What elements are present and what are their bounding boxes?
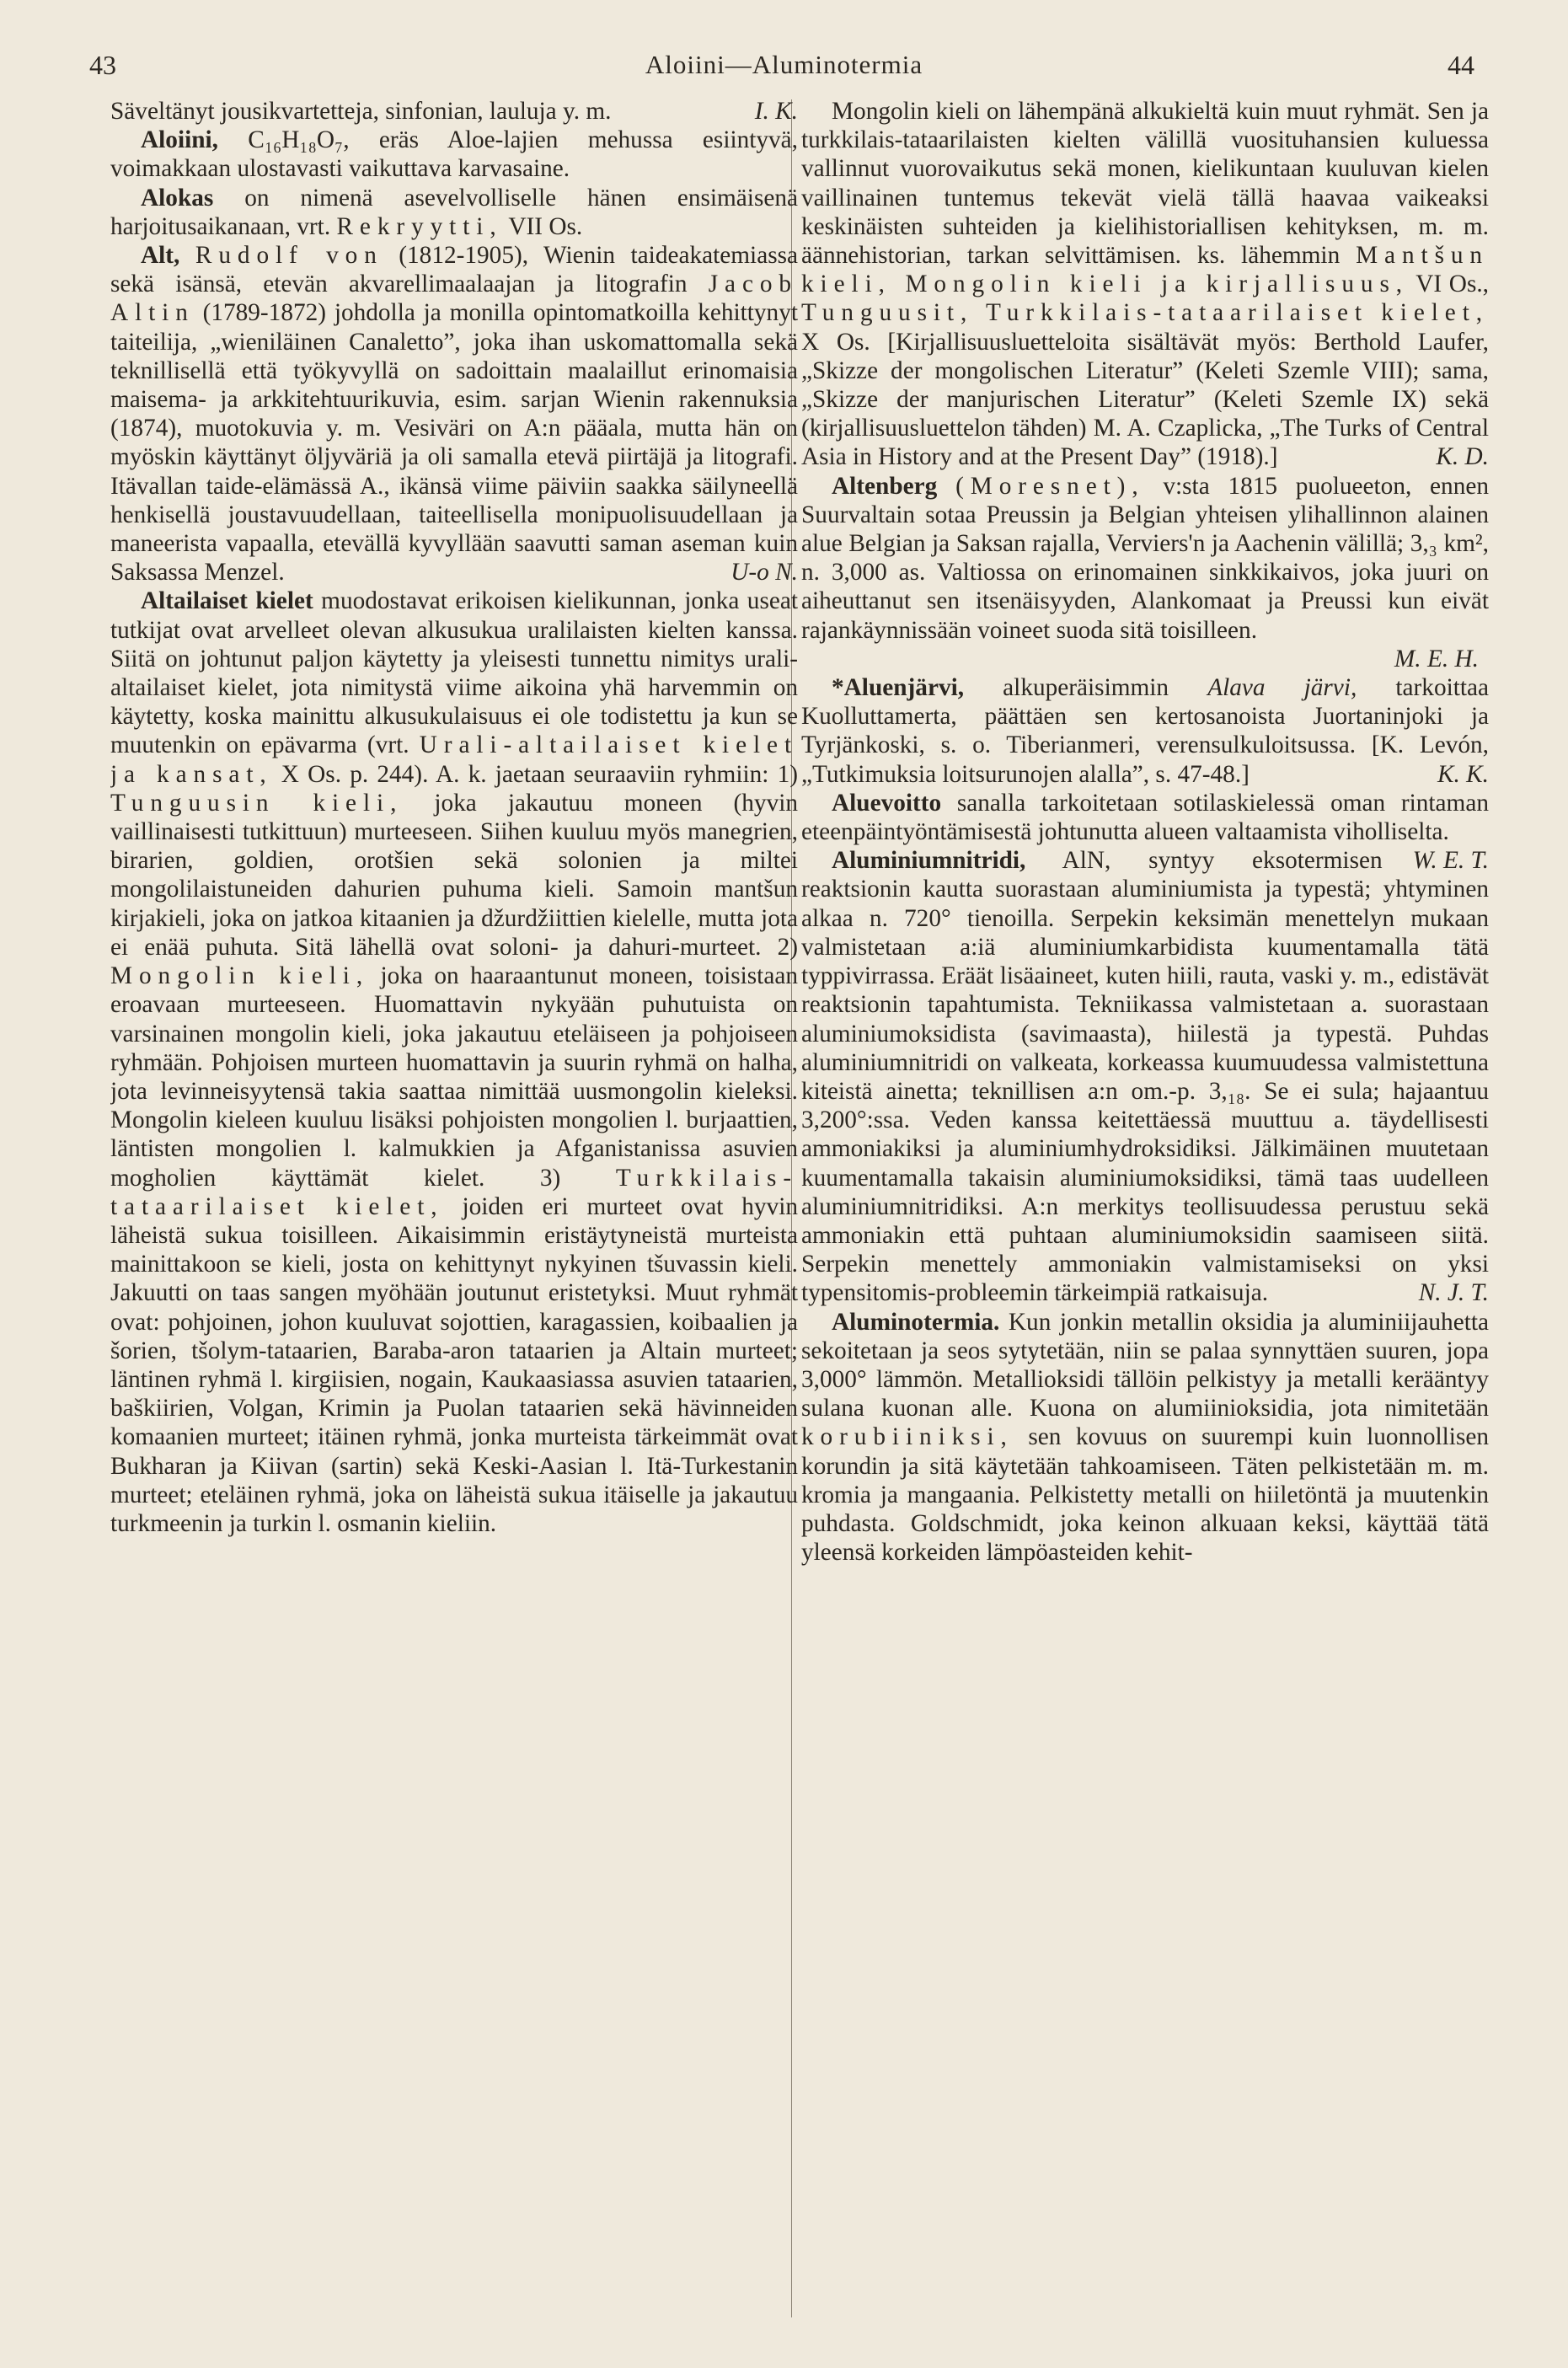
spaced-name: Rudolf von <box>195 242 383 270</box>
spaced-name: (Moresnet), <box>955 472 1145 500</box>
spaced-term: Tunguusin kieli, <box>110 789 404 817</box>
author-signature: U-o N. <box>730 559 798 587</box>
author-signature: W. E. T. <box>1412 847 1489 875</box>
headword: Aluminotermia. <box>832 1308 1000 1336</box>
left-column <box>110 97 798 2339</box>
cross-reference: Tunguusit, Turkkilais-tataarilaiset kielet, <box>801 299 1489 327</box>
entry-aluminiumnitridi: Aluminiumnitridi, AlN, syntyy eksotermisen reaktsionin kautta suorastaan aluminiumista ja typestä; yhtyminen alkaa n. 720° tienoilla. Serpekin keksimän menettelyn mukaan valmistetaan a:iä aluminiumkarbidista kuumentamalla tätä typpivirrassa. Eräät lisäaineet, kuten hiili, rauta, vaski y. m., edistävät reaktsionin tapahtumista. Tekniikassa valmistetaan a. suorastaan aluminiumoksidista (savimaasta), hiilestä ja typestä. Puhdas aluminiumnitridi on valkeata, korkeassa kuumuudessa valmistettuna kiteistä ainetta; teknillisen a:n om.-p. 3,₁₈. Se ei sula; hajaantuu 3,200°:ssa. Veden kanssa keitettäessä muuttuu a. täydellisesti ammoniakiksi ja aluminiumhydroksidiksi. Jälkimäinen muutetaan kuumentamalla takaisin aluminiumoksidiksi, tämä taas uudelleen aluminiumnitridiksi. A:n merkitys teollisuudessa perustuu sekä ammoniakin että puhtaan aluminiumoksidin saamiseen siitä. Serpekin menettely ammoniakin valmistamiseksi on yksi typensitomis-probleemin tärkeimpiä ratkaisuja. N. J. T. <box>801 847 1489 1307</box>
author-signature: K. D. <box>1436 443 1489 471</box>
entry-aluevoitto: Aluevoitto sanalla tarkoitetaan sotilaskielessä oman rintaman eteenpäintyöntämisestä johtunutta alueen valtaamista viholliselta. W. E. T. <box>801 789 1489 875</box>
cross-reference: Mantšun kieli, Mongolin kieli ja kirjallisuus, <box>801 242 1489 298</box>
entry-aluminotermia: Aluminotermia. Kun jonkin metallin oksidia ja aluminiijauhetta sekoitetaan ja seos sytytetään, niin se palaa synnyttäen suuren, jopa 3,000° lämmön. Metallioksidi tällöin pelkistyy ja metalli kerääntyy sulana kuonan alle. Kuona on alumiinioksidia, jota nimitetään korubiiniksi, sen kovuus on suurempi kuin luonnollisen korundin ja sitä käytetään tahkoamiseen. Täten pelkistetään m. m. kromia ja mangaania. Pelkistetty metalli on hiiletöntä ja muutenkin puhdasta. Goldschmidt, joka keinon alkuaan keksi, käyttää tätä yleensä korkeiden lämpöasteiden kehit- <box>801 1308 1489 1567</box>
author-signature: N. J. T. <box>1418 1279 1489 1307</box>
headword: Aluminiumnitridi, <box>832 847 1026 875</box>
author-signature: I. K. <box>754 98 798 125</box>
running-head <box>0 44 1568 86</box>
headword: Aloiini, <box>141 126 218 154</box>
cross-reference: Rekryytti, <box>336 212 503 240</box>
headword: Aluevoitto <box>832 789 942 817</box>
spaced-term: Mongolin kieli, <box>110 962 370 990</box>
spaced-term: Turkkilais-tataarilaiset kielet, <box>110 1164 798 1220</box>
author-signature: K. K. <box>1437 760 1489 788</box>
page-number-right: 44 <box>1448 50 1474 80</box>
headword: *Aluenjärvi, <box>832 674 965 702</box>
entry-continuation: Mongolin kieli on lähempänä alkukieltä kuin muut ryhmät. Sen ja turkkilais-tataarilaisten kielten välillä vuosituhansien kuluessa vallinnut vuorovaikutus sekä monen, kielikuntaan kuuluvan kielen vaillinainen tuntemus tekevät vielä tällä haavaa vaikeaksi keskinäisten suhteiden ja kielihistoriallisen kehityksen, m. m. äännehistorian, tarkan selvittämisen. ks. lähemmin Mantšun kieli, Mongolin kieli ja kirjallisuus, VI Os., Tunguusit, Turkkilais-tataarilaiset kielet, X Os. [Kirjallisuusluetteloita sisältävät myös: Berthold Laufer, „Skizze der mongolischen Literatur” (Keleti Szemle VIII); sama, „Skizze der manjurischen Literatur” (Keleti Szemle IX) sekä (kirjallisuusluettelon tähden) M. A. Czaplicka, „The Turks of Central Asia in History and at the Present Day” (1918).] K. D. <box>801 98 1489 471</box>
italic-term: Alava järvi, <box>1207 674 1357 702</box>
spaced-term: korubiiniksi, <box>801 1423 1014 1451</box>
entry-altenberg: Altenberg (Moresnet), v:sta 1815 puolueeton, ennen Suurvaltain sotaa Preussin ja Belgian yhteisen ylihallinnon alainen alue Belgian ja Saksan rajalla, Verviers'n ja Aachenin välillä; 3,₃ km², n. 3,000 as. Valtiossa on erinomainen sinkkikaivos, joka juuri on aiheuttanut sen itsenäisyyden, Alankomaat ja Preussi kun eivät rajankäynnissään voineet suoda sitä toisilleen. M. E. H. <box>801 472 1489 672</box>
entry-altailaiset-kielet: Altailaiset kielet muodostavat erikoisen kielikunnan, jonka useat tutkijat ovat arvelleet olevan alkusukua uralilaisten kielten kanssa. Siitä on johtunut paljon käytetty ja yleisesti tunnettu nimitys urali-altailaiset kielet, jota nimitystä viime aikoina yhä harvemmin on käytetty, koska mainittu alkusukulaisuus ei ole todistettu ja kun se muutenkin on epävarma (vrt. Urali-altailaiset kielet ja kansat, X Os. p. 244). A. k. jaetaan seuraaviin ryhmiin: 1) Tunguusin kieli, joka jakautuu moneen (hyvin vaillinaisesti tutkittuun) murteeseen. Siihen kuuluu myös manegrien, birarien, goldien, orotšien sekä solonien ja miltei mongolilaistuneiden dahurien puhuma kieli. Samoin mantšun kirjakieli, joka on jatkoa kitaanien ja džurdžiittien kielelle, mutta jota ei enää puhuta. Sitä lähellä ovat soloni- ja dahuri-murteet. 2) Mongolin kieli, joka on haaraantunut moneen, toisistaan eroavaan murteeseen. Huomattavin nykyään puhutuista on varsinainen mongolin kieli, joka jakautuu eteläiseen ja pohjoiseen ryhmään. Pohjoisen murteen huomattavin ja suurin ryhmä on halha, jota levinneisyytensä takia saattaa nimittää uusmongolin kieleksi. Mongolin kieleen kuuluu lisäksi pohjoisten mongolien l. burjaattien, läntisten mongolien l. kalmukkien ja Afganistanissa asuvien mogholien käyttämät kielet. 3) Turkkilais-tataarilaiset kielet, joiden eri murteet ovat hyvin läheistä sukua toisilleen. Aikaisimmin eristäytyneistä murteista mainittakoon se kieli, josta on kehittynyt nykyinen tšuvassin kieli. Jakuutti on taas sangen myöhään joutunut eristetyksi. Muut ryhmät ovat: pohjoinen, johon kuuluvat sojottien, karagassien, koibaalien ja šorien, tšolym-tataarien, Baraba-aron tataarien ja Altain murteet; läntinen ryhmä l. kirgiisien, nogain, Kaukaasiassa asuvien tataarien, baškiirien, Volgan, Krimin ja Puolan tataarien sekä hävinneiden komaanien murteet; itäinen ryhmä, jonka murteista tärkeimmät ovat Bukharan ja Kiivan (sartin) sekä Keski-Aasian l. Itä-Turkestanin murteet; eteläinen ryhmä, joka on läheistä sukua itäiselle ja jakautuu turkmeenin ja turkin l. osmanin kieliin. <box>110 587 798 1537</box>
headword: Altenberg <box>832 472 938 500</box>
headword: Altailaiset kielet <box>141 587 313 615</box>
entry-continuation: Säveltänyt jousikvartetteja, sinfonian, lauluja y. m. I. K. <box>110 98 798 125</box>
right-column <box>801 97 1489 2339</box>
spaced-name: Jacob Altin <box>110 271 798 327</box>
headword: Alokas <box>141 184 214 212</box>
cross-reference: Urali-altailaiset kielet ja kansat, <box>110 731 798 788</box>
author-signature: M. E. H. <box>1394 645 1479 672</box>
chemical-formula: C₁₆H₁₈O₇, <box>248 126 350 154</box>
headword: Alt, <box>141 242 180 270</box>
running-title: Aloiini—Aluminotermia <box>645 50 923 79</box>
page-number-left: 43 <box>89 50 116 80</box>
entry-aluenjarvi: *Aluenjärvi, alkuperäisimmin Alava järvi, tarkoittaa Kuolluttamerta, päättäen sen kertosanoista Juortaninjoki ja Tyrjänkoski, s. o. Tiberianmeri, verensulkuloitsussa. [K. Levón, „Tutkimuksia loitsurunojen alalla”, s. 47-48.] K. K. <box>801 674 1489 788</box>
entry-alokas: Alokas on nimenä asevelvolliselle hänen ensimäisenä harjoitusaikanaan, vrt. Rekryytti, VII Os. <box>110 184 798 240</box>
entry-aloiini: Aloiini, C₁₆H₁₈O₇, eräs Aloe-lajien mehussa esiintyvä, voimakkaan ulostavasti vaikuttava karvasaine. <box>110 126 798 183</box>
entry-alt: Alt, Rudolf von (1812-1905), Wienin taideakatemiassa sekä isänsä, etevän akvarellimaalaajan ja litografin Jacob Altin (1789-1872) johdolla ja monilla opintomatkoilla kehittynyt taiteilija, „wieniläinen Canaletto”, joka ihan uskomattomalla sekä teknillisellä että työkyvyllä on sadoittain maalaillut erinomaisia maisema- ja arkkitehtuurikuvia, esim. sarjan Wienin rakennuksia (1874), muotokuvia y. m. Vesiväri on A:n pääala, mutta hän on myöskin käyttänyt öljyväriä ja oli samalla etevä piirtäjä ja litografi. Itävallan taide-elämässä A., ikänsä viime päiviin saakka säilyneellä henkisellä joustavuudellaan, taiteellisella monipuolisuudellaan ja maneerista vapaalla, etevällä kyvyllään saavutti saman aseman kuin Saksassa Menzel. U-o N. <box>110 242 798 587</box>
